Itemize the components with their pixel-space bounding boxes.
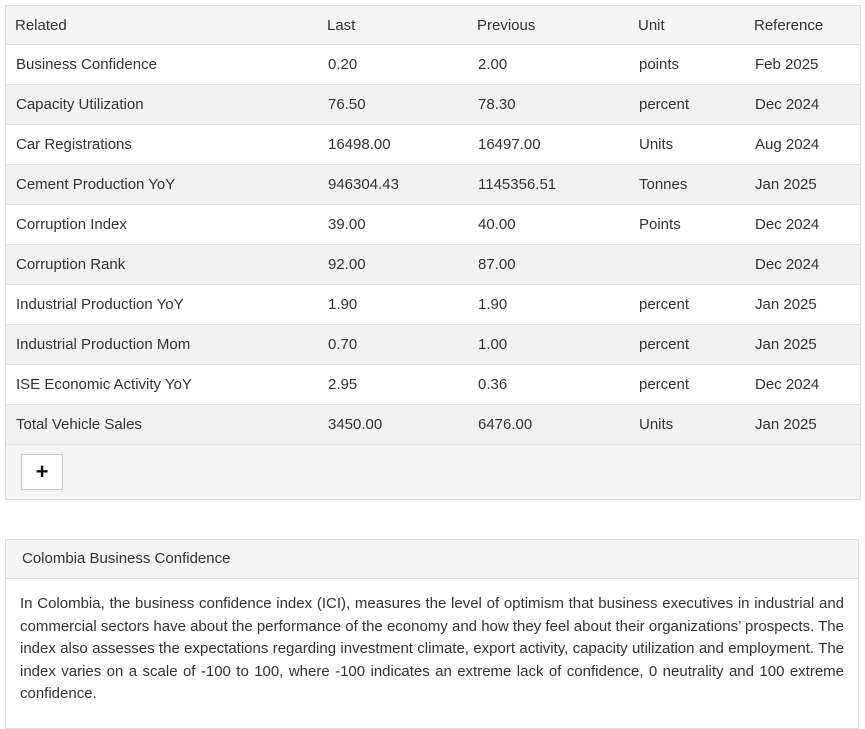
- related-indicators-table: [6, 6, 860, 445]
- cell-name[interactable]: ISE Economic Activity YoY: [6, 365, 318, 405]
- column-header-last[interactable]: Last: [318, 6, 468, 45]
- related-table-body: [6, 45, 860, 445]
- table-row[interactable]: [6, 245, 860, 285]
- description-title: Colombia Business Confidence: [6, 540, 858, 579]
- cell-last: 0.20: [318, 45, 468, 85]
- table-row[interactable]: [6, 85, 860, 125]
- expand-button[interactable]: [21, 454, 63, 490]
- cell-name[interactable]: Industrial Production Mom: [6, 325, 318, 365]
- table-row[interactable]: [6, 285, 860, 325]
- cell-unit: percent: [629, 365, 745, 405]
- description-panel: [5, 539, 859, 729]
- cell-previous: 1.90: [468, 285, 629, 325]
- cell-name[interactable]: Corruption Index: [6, 205, 318, 245]
- cell-previous: 0.36: [468, 365, 629, 405]
- cell-name[interactable]: Car Registrations: [6, 125, 318, 165]
- cell-last: 76.50: [318, 85, 468, 125]
- cell-previous: 87.00: [468, 245, 629, 285]
- cell-reference: Aug 2024: [745, 125, 860, 165]
- cell-previous: 1.00: [468, 325, 629, 365]
- cell-reference: Feb 2025: [745, 45, 860, 85]
- table-row[interactable]: [6, 405, 860, 445]
- cell-unit: points: [629, 45, 745, 85]
- cell-reference: Jan 2025: [745, 325, 860, 365]
- cell-name[interactable]: Business Confidence: [6, 45, 318, 85]
- cell-reference: Dec 2024: [745, 365, 860, 405]
- table-header-row: [6, 6, 860, 45]
- column-header-reference[interactable]: Reference: [745, 6, 860, 45]
- cell-name[interactable]: Industrial Production YoY: [6, 285, 318, 325]
- cell-name[interactable]: Corruption Rank: [6, 245, 318, 285]
- cell-unit: [629, 245, 745, 285]
- column-header-related[interactable]: Related: [6, 6, 318, 45]
- cell-unit: Units: [629, 405, 745, 445]
- cell-name[interactable]: Capacity Utilization: [6, 85, 318, 125]
- plus-icon: +: [35, 459, 49, 484]
- cell-unit: Units: [629, 125, 745, 165]
- cell-unit: Tonnes: [629, 165, 745, 205]
- cell-previous: 40.00: [468, 205, 629, 245]
- cell-name[interactable]: Total Vehicle Sales: [6, 405, 318, 445]
- cell-last: 946304.43: [318, 165, 468, 205]
- table-row[interactable]: [6, 45, 860, 85]
- cell-reference: Jan 2025: [745, 165, 860, 205]
- column-header-unit[interactable]: Unit: [629, 6, 745, 45]
- cell-unit: Points: [629, 205, 745, 245]
- cell-reference: Jan 2025: [745, 405, 860, 445]
- table-row[interactable]: [6, 125, 860, 165]
- cell-previous: 1145356.51: [468, 165, 629, 205]
- cell-reference: Dec 2024: [745, 85, 860, 125]
- cell-previous: 78.30: [468, 85, 629, 125]
- cell-previous: 16497.00: [468, 125, 629, 165]
- cell-previous: 6476.00: [468, 405, 629, 445]
- cell-unit: percent: [629, 325, 745, 365]
- cell-last: 1.90: [318, 285, 468, 325]
- cell-reference: Dec 2024: [745, 205, 860, 245]
- cell-unit: percent: [629, 285, 745, 325]
- column-header-previous[interactable]: Previous: [468, 6, 629, 45]
- cell-unit: percent: [629, 85, 745, 125]
- expand-row: [6, 445, 860, 499]
- cell-reference: Jan 2025: [745, 285, 860, 325]
- table-row[interactable]: [6, 205, 860, 245]
- cell-reference: Dec 2024: [745, 245, 860, 285]
- cell-previous: 2.00: [468, 45, 629, 85]
- table-row[interactable]: [6, 165, 860, 205]
- cell-last: 92.00: [318, 245, 468, 285]
- table-row[interactable]: [6, 365, 860, 405]
- cell-last: 0.70: [318, 325, 468, 365]
- cell-name[interactable]: Cement Production YoY: [6, 165, 318, 205]
- cell-last: 2.95: [318, 365, 468, 405]
- cell-last: 16498.00: [318, 125, 468, 165]
- table-row[interactable]: [6, 325, 860, 365]
- description-text: In Colombia, the business confidence index (ICI), measures the level of optimism that business executives in industrial and commercial sectors have about the performance of the economy and how they feel about their organizations’ prospects. The index also assesses the expectations regarding investment climate, export activity, capacity utilization and employment. The index varies on a scale of -100 to 100, where -100 indicates an extreme lack of confidence, 0 neutrality and 100 extreme confidence.: [20, 595, 844, 702]
- cell-last: 39.00: [318, 205, 468, 245]
- related-indicators-panel: [5, 5, 861, 500]
- cell-last: 3450.00: [318, 405, 468, 445]
